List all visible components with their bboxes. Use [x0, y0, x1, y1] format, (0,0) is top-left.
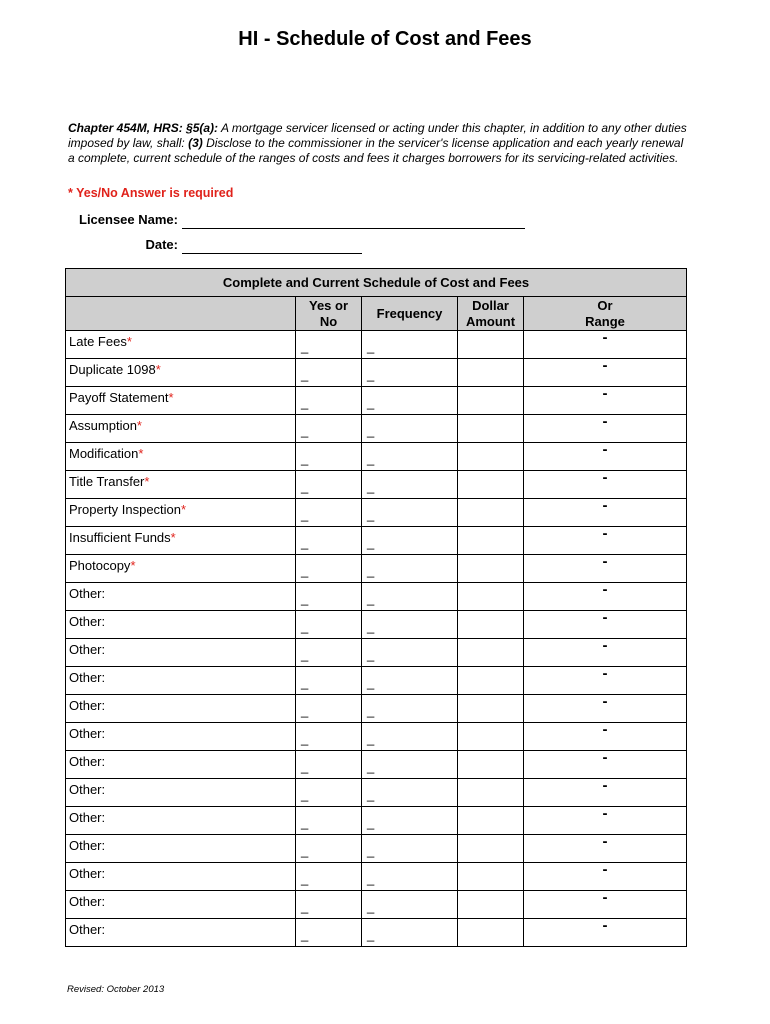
revised-date: Revised: October 2013 [67, 984, 165, 995]
dollar-amount-field[interactable] [458, 331, 524, 359]
dollar-amount-field[interactable] [458, 471, 524, 499]
date-field[interactable] [182, 253, 362, 254]
required-star: * [144, 474, 150, 489]
range-field[interactable]: - [524, 723, 687, 751]
table-row [66, 919, 687, 947]
fee-label-cell [66, 387, 296, 415]
fee-label: Other: [69, 838, 106, 853]
yes-no-field[interactable]: _ [296, 919, 362, 947]
range-field[interactable]: - [524, 555, 687, 583]
frequency-field[interactable]: _ [362, 695, 458, 723]
frequency-field[interactable]: _ [362, 919, 458, 947]
dollar-amount-field[interactable] [458, 667, 524, 695]
frequency-field[interactable]: _ [362, 527, 458, 555]
yes-no-field[interactable]: _ [296, 751, 362, 779]
fee-label-cell [66, 555, 296, 583]
table-row [66, 555, 687, 583]
table-row [66, 415, 687, 443]
yes-no-field[interactable]: _ [296, 415, 362, 443]
fee-label-cell [66, 667, 296, 695]
table-row [66, 695, 687, 723]
table-row [66, 667, 687, 695]
range-field[interactable]: - [524, 639, 687, 667]
yes-no-field[interactable]: _ [296, 779, 362, 807]
range-field[interactable]: - [524, 695, 687, 723]
header-dollar-amount: Dollar Amount [458, 297, 524, 331]
dollar-amount-field[interactable] [458, 583, 524, 611]
range-field[interactable]: - [524, 667, 687, 695]
fee-label-cell [66, 471, 296, 499]
frequency-field[interactable]: _ [362, 639, 458, 667]
fee-label: Duplicate 1098 [69, 362, 156, 377]
fee-label: Photocopy [69, 558, 131, 573]
yes-no-field[interactable]: _ [296, 499, 362, 527]
range-field[interactable]: - [524, 443, 687, 471]
licensee-name-label: Licensee Name: [79, 212, 178, 227]
yes-no-field[interactable]: _ [296, 695, 362, 723]
table-row [66, 359, 687, 387]
fee-label-cell [66, 611, 296, 639]
frequency-field[interactable]: _ [362, 583, 458, 611]
dollar-amount-field[interactable] [458, 639, 524, 667]
frequency-field[interactable]: _ [362, 555, 458, 583]
yes-no-field[interactable]: _ [296, 331, 362, 359]
fee-label-cell [66, 359, 296, 387]
required-star: * [168, 390, 174, 405]
yes-no-field[interactable]: _ [296, 667, 362, 695]
range-field[interactable]: - [524, 807, 687, 835]
fee-label-cell [66, 751, 296, 779]
fee-label: Title Transfer [69, 474, 145, 489]
dollar-amount-field[interactable] [458, 891, 524, 919]
fee-label: Other: [69, 614, 106, 629]
dollar-amount-field[interactable] [458, 555, 524, 583]
page-title: HI - Schedule of Cost and Fees [238, 28, 532, 50]
fee-label: Payoff Statement [69, 390, 169, 405]
intro-text-1: A mortgage servicer licensed or acting under this chapter, in addition to any other duties imposed by law, shall: [68, 121, 687, 150]
dollar-amount-field[interactable] [458, 863, 524, 891]
fee-label-cell [66, 415, 296, 443]
dollar-amount-field[interactable] [458, 415, 524, 443]
table-row [66, 331, 687, 359]
fee-label: Other: [69, 894, 106, 909]
fee-label: Modification [69, 446, 139, 461]
frequency-field[interactable]: _ [362, 611, 458, 639]
fee-label: Other: [69, 922, 106, 937]
dollar-amount-field[interactable] [458, 807, 524, 835]
dollar-amount-field[interactable] [458, 723, 524, 751]
table-row [66, 807, 687, 835]
frequency-field[interactable]: _ [362, 863, 458, 891]
table-row [66, 583, 687, 611]
licensee-name-field[interactable] [182, 228, 525, 229]
dollar-amount-field[interactable] [458, 695, 524, 723]
table-row [66, 779, 687, 807]
required-star: * [170, 530, 176, 545]
frequency-field[interactable]: _ [362, 835, 458, 863]
frequency-field[interactable]: _ [362, 751, 458, 779]
range-field[interactable]: - [524, 527, 687, 555]
fee-label-cell [66, 723, 296, 751]
dollar-amount-field[interactable] [458, 611, 524, 639]
range-field[interactable]: - [524, 415, 687, 443]
dollar-amount-field[interactable] [458, 359, 524, 387]
fee-label: Other: [69, 586, 106, 601]
dollar-amount-field[interactable] [458, 835, 524, 863]
table-row [66, 891, 687, 919]
required-star: * [155, 362, 161, 377]
dollar-amount-field[interactable] [458, 919, 524, 947]
required-star: * [181, 502, 187, 517]
fee-label-cell [66, 499, 296, 527]
table-row [66, 443, 687, 471]
table-row [66, 527, 687, 555]
frequency-field[interactable]: _ [362, 667, 458, 695]
range-field[interactable]: - [524, 863, 687, 891]
fee-label-cell [66, 835, 296, 863]
yes-no-field[interactable]: _ [296, 611, 362, 639]
fee-label: Insufficient Funds [69, 530, 171, 545]
fee-label-cell [66, 919, 296, 947]
range-field[interactable]: - [524, 751, 687, 779]
yes-no-field[interactable]: _ [296, 583, 362, 611]
required-star: * [130, 558, 136, 573]
yes-no-field[interactable]: _ [296, 527, 362, 555]
fee-label-cell [66, 807, 296, 835]
fee-label: Other: [69, 810, 106, 825]
header-frequency: Frequency [362, 297, 458, 331]
fee-label: Other: [69, 670, 106, 685]
frequency-field[interactable]: _ [362, 387, 458, 415]
dollar-amount-field[interactable] [458, 443, 524, 471]
range-field[interactable]: - [524, 891, 687, 919]
range-field[interactable]: - [524, 835, 687, 863]
table-row [66, 835, 687, 863]
fee-label: Other: [69, 782, 106, 797]
header-yes-no: Yes or No [296, 297, 362, 331]
intro-item-number: (3) [188, 135, 203, 150]
fee-label: Assumption [69, 418, 137, 433]
frequency-field[interactable]: _ [362, 807, 458, 835]
table-caption: Complete and Current Schedule of Cost and Fees [66, 269, 687, 297]
fee-label-cell [66, 443, 296, 471]
table-row [66, 611, 687, 639]
frequency-field[interactable]: _ [362, 359, 458, 387]
intro-citation: Chapter 454M, HRS: §5(a): [68, 121, 219, 135]
frequency-field[interactable]: _ [362, 723, 458, 751]
fee-label: Other: [69, 754, 106, 769]
yes-no-field[interactable]: _ [296, 471, 362, 499]
table-row [66, 639, 687, 667]
fee-label-cell [66, 583, 296, 611]
dollar-amount-field[interactable] [458, 751, 524, 779]
fee-label-cell [66, 779, 296, 807]
table-row [66, 499, 687, 527]
yes-no-field[interactable]: _ [296, 835, 362, 863]
range-field[interactable]: - [524, 779, 687, 807]
required-star: * [138, 446, 144, 461]
fee-label: Other: [69, 642, 106, 657]
header-item [66, 297, 296, 331]
yes-no-field[interactable]: _ [296, 863, 362, 891]
fee-label-cell [66, 863, 296, 891]
frequency-field[interactable]: _ [362, 443, 458, 471]
dollar-amount-field[interactable] [458, 499, 524, 527]
range-field[interactable]: - [524, 331, 687, 359]
range-field[interactable]: - [524, 387, 687, 415]
table-row [66, 863, 687, 891]
table-row [66, 387, 687, 415]
fee-label: Other: [69, 726, 106, 741]
yes-no-field[interactable]: _ [296, 443, 362, 471]
range-field[interactable]: - [524, 499, 687, 527]
dollar-amount-field[interactable] [458, 527, 524, 555]
range-field[interactable]: - [524, 583, 687, 611]
date-label: Date: [145, 237, 178, 252]
fee-label: Property Inspection [69, 502, 182, 517]
fee-label: Late Fees [69, 334, 127, 349]
required-star: * [136, 418, 142, 433]
frequency-field[interactable]: _ [362, 499, 458, 527]
intro-paragraph [68, 121, 688, 165]
table-row [66, 471, 687, 499]
yes-no-field[interactable]: _ [296, 723, 362, 751]
table-row [66, 723, 687, 751]
frequency-field[interactable]: _ [362, 779, 458, 807]
fee-label-cell [66, 639, 296, 667]
dollar-amount-field[interactable] [458, 779, 524, 807]
frequency-field[interactable]: _ [362, 471, 458, 499]
yes-no-field[interactable]: _ [296, 555, 362, 583]
required-note: * Yes/No Answer is required [68, 186, 234, 200]
fees-table [65, 268, 687, 947]
intro-text-2: Disclose to the commissioner in the servicer's license application and each yearly renewal a complete, current schedule of the ranges of costs and fees it charges borrowers for its servicing-related activities. [68, 135, 684, 165]
fee-label: Other: [69, 698, 106, 713]
dollar-amount-field[interactable] [458, 387, 524, 415]
range-field[interactable]: - [524, 611, 687, 639]
frequency-field[interactable]: _ [362, 331, 458, 359]
fee-label-cell [66, 695, 296, 723]
range-field[interactable]: - [524, 359, 687, 387]
fee-label-cell [66, 891, 296, 919]
required-star: * [126, 334, 132, 349]
yes-no-field[interactable]: _ [296, 807, 362, 835]
yes-no-field[interactable]: _ [296, 891, 362, 919]
frequency-field[interactable]: _ [362, 891, 458, 919]
range-field[interactable]: - [524, 471, 687, 499]
yes-no-field[interactable]: _ [296, 359, 362, 387]
table-row [66, 751, 687, 779]
fee-label-cell [66, 527, 296, 555]
yes-no-field[interactable]: _ [296, 387, 362, 415]
frequency-field[interactable]: _ [362, 415, 458, 443]
fee-label: Other: [69, 866, 106, 881]
range-field[interactable]: - [524, 919, 687, 947]
yes-no-field[interactable]: _ [296, 639, 362, 667]
fee-rows [66, 331, 687, 947]
fee-label-cell [66, 331, 296, 359]
header-or-range: Or Range [524, 297, 687, 331]
